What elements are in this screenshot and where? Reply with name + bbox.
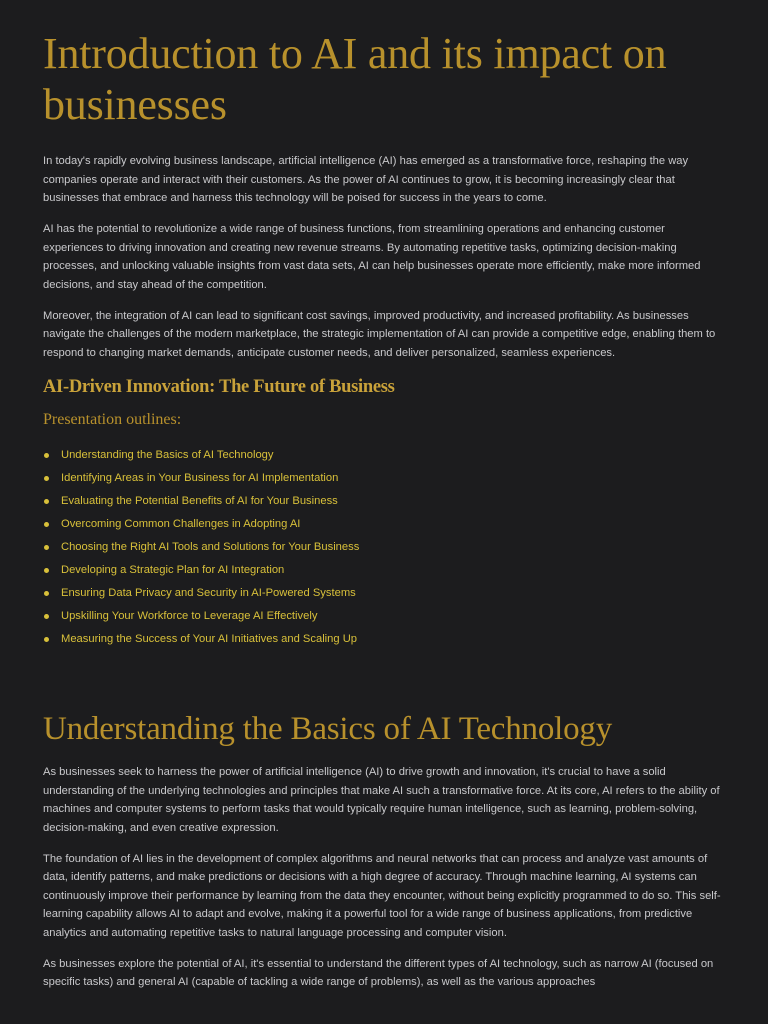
section-ai-basics [43, 709, 725, 992]
outline-item-label: Measuring the Success of Your AI Initiatives and Scaling Up [61, 633, 358, 646]
outline-item[interactable] [43, 582, 725, 605]
outline-heading: Presentation outlines: [43, 410, 182, 428]
bullet-icon [44, 522, 49, 527]
intro-paragraph-3: Moreover, the integration of AI can lead to significant cost savings, improved productivity, and increased profitability. As businesses navigate the challenges of the modern marketplace, the strategic implementation of AI can provide a competitive edge, enabling them to respond to changing market demands, anticipate customer needs, and deliver personalized, seamless experiences. [43, 309, 716, 359]
bullet-icon [44, 476, 49, 481]
outline-item-label: Ensuring Data Privacy and Security in AI-Powered Systems [61, 587, 356, 600]
outline-item-label: Developing a Strategic Plan for AI Integration [61, 563, 285, 576]
outline-item-label: Upskilling Your Workforce to Leverage AI Effectively [61, 610, 318, 623]
section-subheading: AI-Driven Innovation: The Future of Business [43, 376, 395, 397]
bullet-icon [44, 591, 49, 596]
intro-paragraph-1: In today's rapidly evolving business landscape, artificial intelligence (AI) has emerged as a transformative force, reshaping the way companies operate and interact with their customers. As the power of AI continues to grow, it is becoming increasingly clear that businesses that embrace and harness this technology will be poised for success in the years to come. [43, 155, 689, 204]
outline-item[interactable] [43, 467, 725, 490]
section-paragraph-3: As businesses explore the potential of AI, it's essential to understand the different types of AI technology, such as narrow AI (focused on specific tasks) and general AI (capable of tackling a wide range of problems), as well as the various approaches [43, 957, 714, 989]
outline-item[interactable] [43, 444, 725, 467]
document-page [43, 28, 725, 1004]
outline-item[interactable] [43, 513, 725, 536]
outline-item-label: Choosing the Right AI Tools and Solutions for Your Business [61, 540, 360, 553]
bullet-icon [44, 614, 49, 619]
bullet-icon [44, 637, 49, 642]
section-paragraph-2: The foundation of AI lies in the development of complex algorithms and neural networks that can process and analyze vast amounts of data, identify patterns, and make predictions or decisions with a high degree of accuracy. Through machine learning, AI systems can continuously improve their performance by learning from the data they encounter, without being explicitly programmed to do so. This self-learning capability allows AI to adapt and evolve, making it a powerful tool for a wide range of business applications, from predictive analytics and automating repetitive tasks to natural language processing and computer vision. [43, 852, 721, 939]
section-title: Understanding the Basics of AI Technology [43, 711, 613, 748]
outline-item[interactable] [43, 536, 725, 559]
outline-item-label: Overcoming Common Challenges in Adopting AI [61, 517, 301, 530]
outline-item-label: Identifying Areas in Your Business for AI Implementation [61, 471, 339, 484]
outline-item[interactable] [43, 628, 725, 651]
bullet-icon [44, 453, 49, 458]
outline-item-label: Understanding the Basics of AI Technology [61, 448, 274, 461]
outline-item[interactable] [43, 605, 725, 628]
page-title: Introduction to AI and its impact on businesses [43, 29, 667, 129]
outline-item[interactable] [43, 490, 725, 513]
bullet-icon [44, 499, 49, 504]
bullet-icon [44, 568, 49, 573]
intro-paragraph-2: AI has the potential to revolutionize a wide range of business functions, from streamlining operations and enhancing customer experiences to driving innovation and creating new revenue streams. By automating repetitive tasks, optimizing decision-making processes, and unlocking valuable insights from vast data sets, AI can help businesses operate more efficiently, make more informed decisions, and stay ahead of the competition. [43, 223, 701, 291]
outline-item-label: Evaluating the Potential Benefits of AI for Your Business [61, 494, 338, 507]
outline-item[interactable] [43, 559, 725, 582]
bullet-icon [44, 545, 49, 550]
presentation-outline-list [43, 444, 725, 652]
section-paragraph-1: As businesses seek to harness the power of artificial intelligence (AI) to drive growth and innovation, it's crucial to have a solid understanding of the underlying technologies and principles that make AI such a transformative force. At its core, AI refers to the ability of machines and computer systems to perform tasks that would typically require human intelligence, such as learning, problem-solving, decision-making, and even creative expression. [43, 766, 720, 834]
